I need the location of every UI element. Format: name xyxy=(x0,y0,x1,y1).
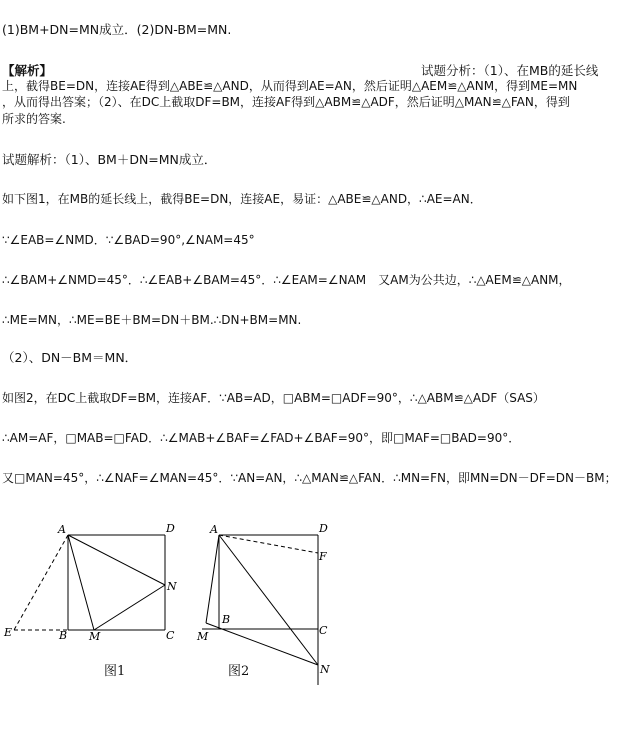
analysis-line-2: 上，截得BE=DN，连接AE得到△ABE≌△AND，从而得到AE=AN，然后证明△AEM≌△ANM，得到ME=MN xyxy=(2,79,578,93)
fig1-label-B: B xyxy=(59,629,68,642)
fig1-label-N: N xyxy=(167,580,177,593)
fig1-label-M: M xyxy=(89,630,101,643)
analysis-line-4: 所求的答案. xyxy=(2,112,66,126)
fig1-label-A: A xyxy=(58,523,66,536)
solution-line-6: （2）、DN－BM＝MN． xyxy=(2,350,138,365)
fig2-seg-AM xyxy=(206,535,219,623)
solution-line-3: ∵∠EAB=∠NMD．∵∠BAD=90°,∠NAM=45° xyxy=(2,233,255,247)
fig1-label-C: C xyxy=(166,629,175,642)
analysis-line-3: ，从而得出答案；（2）、在DC上截取DF=BM，连接AF得到△ABM≌△ADF，然后证明△MAN≌△FAN，得到 xyxy=(2,95,570,109)
fig1-seg-AM xyxy=(68,535,94,630)
analysis-line-1-right: 试题分析：（1）、在MB的延长线 xyxy=(421,63,599,78)
solution-line-9: 又□MAN=45°，∴∠NAF=∠MAN=45°．∵AN=AN，∴△MAN≌△FAN．∴MN=FN，即MN=DN－DF=DN－BM； xyxy=(2,471,617,485)
fig2-label-C: C xyxy=(319,624,328,637)
fig1-label-E: E xyxy=(4,626,13,639)
solution-line-7: 如图2，在DC上截取DF=BM，连接AF．∵AB=AD，□ABM=□ADF=90°，∴△ABM≌△ADF（SAS） xyxy=(2,391,545,405)
answer-line: (1)BM+DN=MN成立．(2)DN-BM=MN. xyxy=(2,22,232,37)
solution-line-1: 试题解析：（1）、BM＋DN=MN成立． xyxy=(2,152,217,167)
figure-1-caption: 图1 xyxy=(104,664,126,679)
figure-2-caption: 图2 xyxy=(228,664,250,679)
fig2-label-D: D xyxy=(319,522,328,535)
fig2-label-N: N xyxy=(320,663,330,676)
figure-1-diagram xyxy=(0,515,200,675)
fig2-seg-AN xyxy=(219,535,318,665)
fig2-label-F: F xyxy=(319,550,327,563)
fig2-label-M: M xyxy=(197,630,209,643)
fig2-seg-AF-dashed xyxy=(219,535,318,553)
fig1-label-D: D xyxy=(166,522,175,535)
solution-line-2: 如下图1，在MB的延长线上，截得BE=DN，连接AE，易证：△ABE≌△AND，∴AE=AN． xyxy=(2,192,482,206)
analysis-label: 【解析】 xyxy=(2,63,53,78)
figure-2-diagram xyxy=(194,515,334,695)
fig1-seg-AE-dashed xyxy=(14,535,68,630)
solution-line-4: ∴∠BAM+∠NMD=45°．∴∠EAB+∠BAM=45°．∴∠EAM=∠NAM 又AM为公共边，∴△AEM≌△ANM， xyxy=(2,273,571,287)
fig2-label-A: A xyxy=(210,523,218,536)
fig2-label-B: B xyxy=(222,613,231,626)
solution-line-8: ∴AM=AF，□MAB=□FAD．∴∠MAB+∠BAF=∠FAD+∠BAF=90°，即□MAF=□BAD=90°． xyxy=(2,431,521,445)
fig1-seg-AN xyxy=(68,535,165,585)
solution-line-5: ∴ME=MN，∴ME=BE＋BM=DN＋BM.∴DN+BM=MN. xyxy=(2,313,302,327)
fig1-seg-MN xyxy=(94,585,165,630)
